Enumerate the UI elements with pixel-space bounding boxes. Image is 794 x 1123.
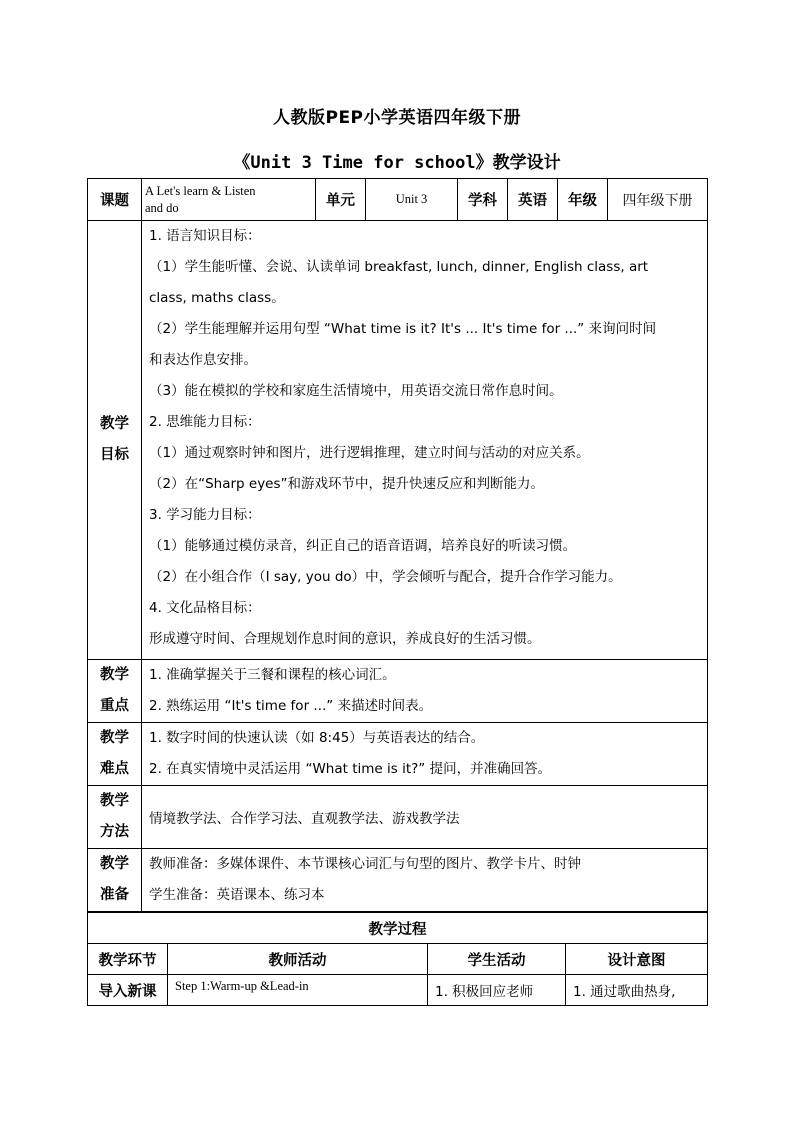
objective-line: class, maths class。	[149, 290, 285, 306]
subtitle-open: 《	[233, 153, 251, 173]
preparation-label-line1: 教学	[100, 856, 129, 872]
objectives-row	[88, 221, 708, 660]
key-point-line: 2. 熟练运用 “It's time for ...” 来描述时间表。	[149, 698, 433, 714]
subtitle-unit-name: Unit 3 Time for school	[250, 153, 476, 173]
objectives-label	[88, 221, 142, 660]
difficulty-line: 2. 在真实情境中灵活运用 “What time is it?” 提问，并准确回答。	[149, 761, 552, 777]
topic-value-line1: A Let's learn & Listen	[145, 183, 256, 198]
key-points-label-line1: 教学	[100, 667, 129, 683]
methods-label	[88, 786, 142, 849]
key-point-line: 1. 准确掌握关于三餐和课程的核心词汇。	[149, 667, 396, 683]
student-activity-cell: 1. 积极回应老师	[428, 975, 566, 1006]
difficulties-label	[88, 723, 142, 786]
difficulties-row	[88, 723, 708, 786]
document-subtitle	[0, 148, 794, 173]
preparation-label-line2: 准备	[100, 887, 129, 903]
topic-value-line2: and do	[145, 200, 179, 215]
header-stage: 教学环节	[88, 944, 168, 975]
objectives-label-line2: 目标	[100, 447, 129, 463]
topic-value	[142, 179, 316, 221]
process-title: 教学过程	[88, 913, 708, 944]
grade-value: 四年级下册	[608, 179, 708, 221]
key-points-label	[88, 660, 142, 723]
objective-line: （3）能在模拟的学校和家庭生活情境中，用英语交流日常作息时间。	[149, 383, 563, 399]
header-design-intent: 设计意图	[566, 944, 708, 975]
objective-line: （2）在“Sharp eyes”和游戏环节中，提升快速反应和判断能力。	[149, 476, 545, 492]
subject-label: 学科	[458, 179, 508, 221]
methods-label-line1: 教学	[100, 793, 129, 809]
unit-label: 单元	[316, 179, 366, 221]
objective-line: 1. 语言知识目标：	[149, 228, 261, 244]
objective-line: 4. 文化品格目标：	[149, 600, 261, 616]
preparation-content	[142, 849, 708, 912]
teacher-activity-cell: Step 1:Warm-up &Lead-in	[168, 975, 428, 1006]
lesson-info-table	[87, 178, 708, 912]
preparation-line: 教师准备：多媒体课件、本节课核心词汇与句型的图片、教学卡片、时钟	[149, 856, 581, 872]
preparation-line: 学生准备：英语课本、练习本	[149, 887, 325, 903]
process-header-row	[88, 944, 708, 975]
stage-cell: 导入新课	[88, 975, 168, 1006]
unit-value: Unit 3	[366, 179, 458, 221]
header-teacher-activity: 教师活动	[168, 944, 428, 975]
methods-label-line2: 方法	[100, 824, 129, 840]
methods-row	[88, 786, 708, 849]
objective-line: （1）能够通过模仿录音，纠正自己的语音语调，培养良好的听读习惯。	[149, 538, 577, 554]
difficulties-label-line2: 难点	[100, 761, 129, 777]
difficulties-content	[142, 723, 708, 786]
header-student-activity: 学生活动	[428, 944, 566, 975]
objectives-label-line1: 教学	[100, 416, 129, 432]
objective-line: （2）学生能理解并运用句型 “What time is it? It's ... It's time for ...” 来询问时间	[149, 321, 657, 337]
key-points-label-line2: 重点	[100, 698, 129, 714]
topic-label: 课题	[88, 179, 142, 221]
difficulties-label-line1: 教学	[100, 730, 129, 746]
objective-line: 形成遵守时间、合理规划作息时间的意识，养成良好的生活习惯。	[149, 631, 541, 647]
teaching-process-table	[87, 912, 708, 1006]
process-row	[88, 975, 708, 1006]
objective-line: （2）在小组合作（I say, you do）中，学会倾听与配合，提升合作学习能力。	[149, 569, 622, 585]
grade-label: 年级	[558, 179, 608, 221]
methods-content: 情境教学法、合作学习法、直观教学法、游戏教学法	[142, 786, 708, 849]
key-points-content	[142, 660, 708, 723]
preparation-row	[88, 849, 708, 912]
objective-line: （1）通过观察时钟和图片，进行逻辑推理，建立时间与活动的对应关系。	[149, 445, 590, 461]
objective-line: 3. 学习能力目标：	[149, 507, 261, 523]
info-row	[88, 179, 708, 221]
process-title-row	[88, 913, 708, 944]
objective-line: 2. 思维能力目标：	[149, 414, 261, 430]
difficulty-line: 1. 数字时间的快速认读（如 8:45）与英语表达的结合。	[149, 730, 485, 746]
key-points-row	[88, 660, 708, 723]
design-intent-cell: 1. 通过歌曲热身,	[566, 975, 708, 1006]
subject-value: 英语	[508, 179, 558, 221]
objective-line: （1）学生能听懂、会说、认读单词 breakfast, lunch, dinner, English class, art	[149, 259, 649, 275]
preparation-label	[88, 849, 142, 912]
objectives-content	[142, 221, 708, 660]
subtitle-close: 》教学设计	[475, 153, 561, 173]
document-title: 人教版PEP小学英语四年级下册	[272, 108, 522, 128]
objective-line: 和表达作息安排。	[149, 352, 257, 368]
